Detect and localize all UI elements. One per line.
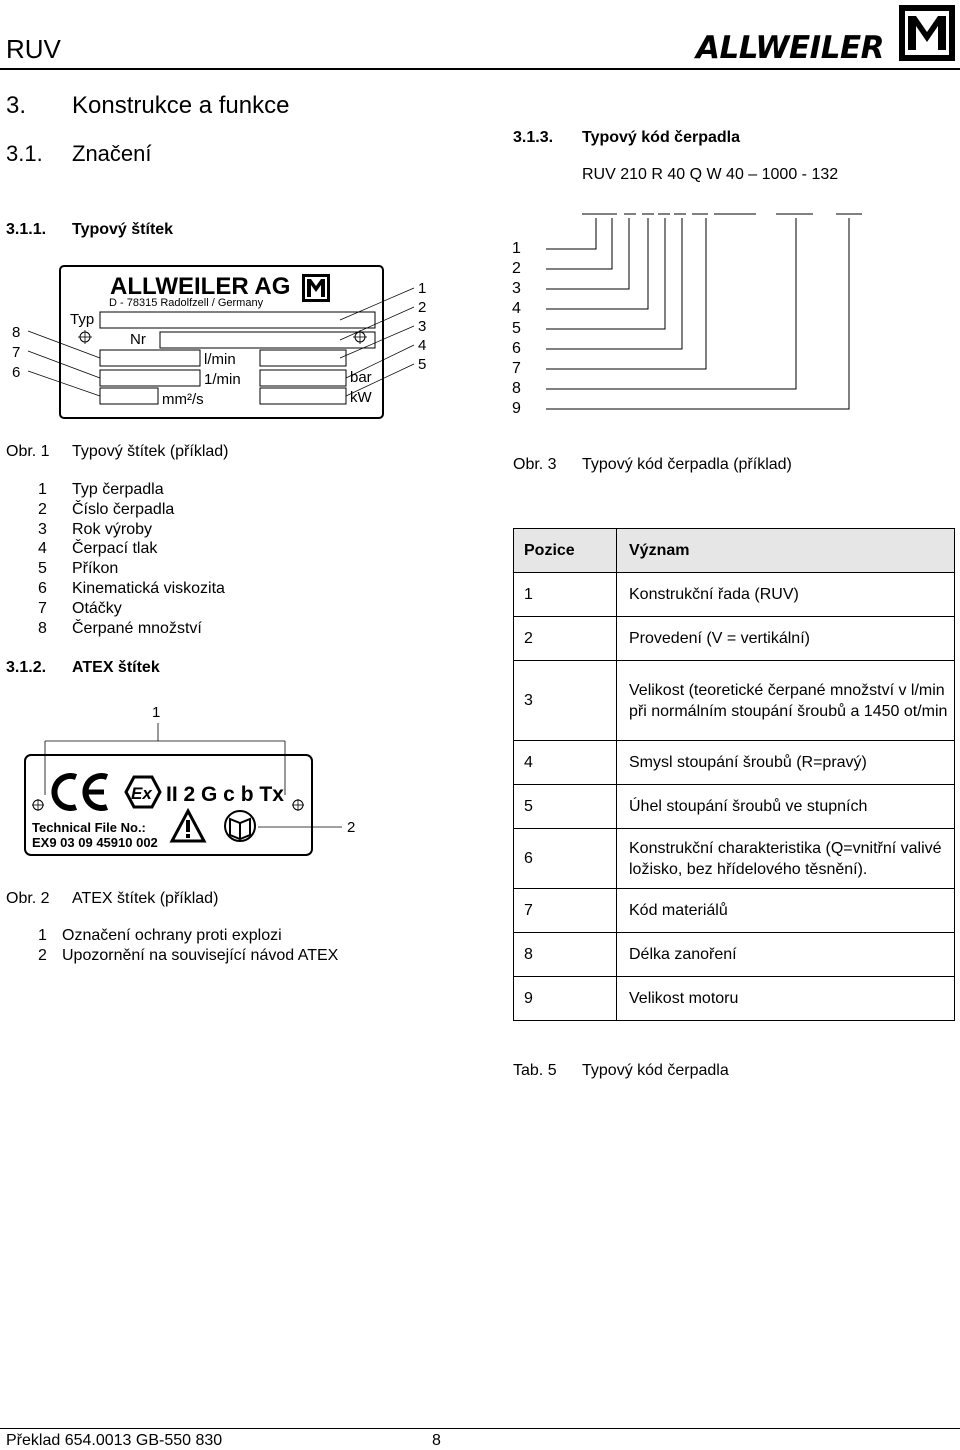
table-row: 2 Provedení (V = vertikální) — [514, 617, 955, 661]
ex-hexagon-icon — [126, 777, 160, 807]
table-header-row — [514, 529, 955, 573]
subsection-title: Značení — [72, 141, 152, 166]
manual-book-icon — [225, 811, 255, 841]
list-item: 6 Kinematická viskozita — [38, 579, 225, 597]
list-item: 2 Upozornění na související návod ATEX — [38, 946, 339, 964]
plate-callout-7: 7 — [12, 344, 21, 361]
atex-callout-1: 1 — [152, 704, 161, 721]
table-row: 6 Konstrukční charakteristika (Q=vnitřní valivé ložisko, bez hřídelového těsnění). — [514, 829, 955, 889]
plate-callout-4: 4 — [418, 337, 427, 354]
list-item: 1 Typ čerpadla — [38, 481, 164, 498]
table-row: 4 Smysl stoupání šroubů (R=pravý) — [514, 741, 955, 785]
footer-doc-number: Překlad 654.0013 GB-550 830 — [6, 1432, 223, 1449]
atex-callout-2: 2 — [347, 819, 356, 836]
s311-number: 3.1.1. — [6, 221, 47, 238]
list-item: 3 Rok výroby — [38, 520, 153, 538]
plate-callout-1: 1 — [418, 280, 427, 297]
plate-callout-6: 6 — [12, 364, 21, 381]
plate-callout-5: 5 — [418, 356, 427, 373]
type-code-example: RUV 210 R 40 Q W 40 – 1000 - 132 — [582, 166, 839, 183]
type-code-diagram — [500, 200, 880, 420]
plate-nr-label: Nr — [130, 331, 146, 348]
plate-rpm-label: 1/min — [204, 371, 241, 388]
list-item: 1 Označení ochrany proti explozi — [38, 927, 282, 944]
table-row: 8 Délka zanoření — [514, 933, 955, 977]
atex-plate-drawing — [0, 695, 380, 865]
brand-logo-text: ALLWEILER — [696, 30, 885, 66]
ce-mark-icon — [54, 776, 107, 808]
table-row: 9 Velikost motoru — [514, 977, 955, 1021]
plate-kw-label: kW — [350, 389, 372, 406]
s312-number: 3.1.2. — [6, 659, 47, 676]
fig3-caption: Typový kód čerpadla (příklad) — [582, 456, 792, 473]
plate-callout-3: 3 — [418, 318, 427, 335]
fig3-label: Obr. 3 — [513, 456, 557, 473]
tab5-caption: Typový kód čerpadla — [582, 1062, 729, 1079]
plate-brand: ALLWEILER AG — [110, 273, 291, 300]
table-row: 3 Velikost (teoretické čerpané množství v l/min při normálním stoupání šroubů a 1450 ot/min — [514, 661, 955, 741]
header-rule — [0, 68, 960, 70]
tab5-label: Tab. 5 — [513, 1062, 557, 1079]
atex-marking: II 2 G c b Tx — [166, 783, 284, 806]
table-row: 1 Konstrukční řada (RUV) — [514, 573, 955, 617]
allweiler-logo-icon — [898, 4, 956, 62]
list-item: 4 Čerpací tlak — [38, 540, 158, 558]
plate-logo-icon — [302, 274, 330, 302]
s312-title: ATEX štítek — [72, 659, 160, 676]
document-title: RUV — [6, 34, 61, 64]
s311-title: Typový štítek — [72, 221, 174, 238]
list-item: 7 Otáčky — [38, 599, 122, 617]
subsection-number: 3.1. — [6, 141, 43, 166]
atex-file-no: EX9 03 09 45910 002 — [32, 835, 158, 850]
plate-lmin-label: l/min — [204, 351, 236, 368]
type-code-position-numbers: 1 2 3 4 5 6 7 8 9 — [512, 240, 521, 417]
table-row: 7 Kód materiálů — [514, 889, 955, 933]
fig2-caption: ATEX štítek (příklad) — [72, 890, 219, 907]
warning-triangle-icon — [172, 811, 204, 841]
plate-callout-8: 8 — [12, 324, 21, 341]
list-item: 5 Příkon — [38, 560, 119, 578]
list-item: 8 Čerpané množství — [38, 619, 202, 637]
plate-mm2-label: mm²/s — [162, 391, 204, 408]
col-header-position: Pozice — [514, 529, 617, 573]
fig2-label: Obr. 2 — [6, 890, 50, 907]
atex-tech-file: Technical File No.: — [32, 820, 146, 835]
fig1-label: Obr. 1 — [6, 443, 50, 460]
plate-address: D - 78315 Radolfzell / Germany — [109, 297, 264, 309]
col-header-meaning: Význam — [617, 529, 955, 573]
section-number: 3. — [6, 92, 27, 119]
fig1-caption: Typový štítek (příklad) — [72, 443, 229, 460]
plate-bar-label: bar — [350, 369, 372, 386]
legend2-list — [38, 926, 338, 966]
legend1-list — [38, 480, 225, 638]
svg-text:Ex: Ex — [131, 784, 152, 803]
plate-callout-2: 2 — [418, 299, 427, 316]
s313-number: 3.1.3. — [513, 129, 554, 146]
table-row: 5 Úhel stoupání šroubů ve stupních — [514, 785, 955, 829]
footer-rule — [0, 1428, 960, 1429]
plate-typ-label: Typ — [70, 311, 95, 328]
type-code-table — [513, 528, 955, 1021]
section-title: Konstrukce a funkce — [72, 92, 290, 119]
list-item: 2 Číslo čerpadla — [38, 500, 175, 518]
type-plate-drawing — [0, 258, 460, 428]
page-number: 8 — [432, 1432, 441, 1449]
s313-title: Typový kód čerpadla — [582, 129, 740, 146]
